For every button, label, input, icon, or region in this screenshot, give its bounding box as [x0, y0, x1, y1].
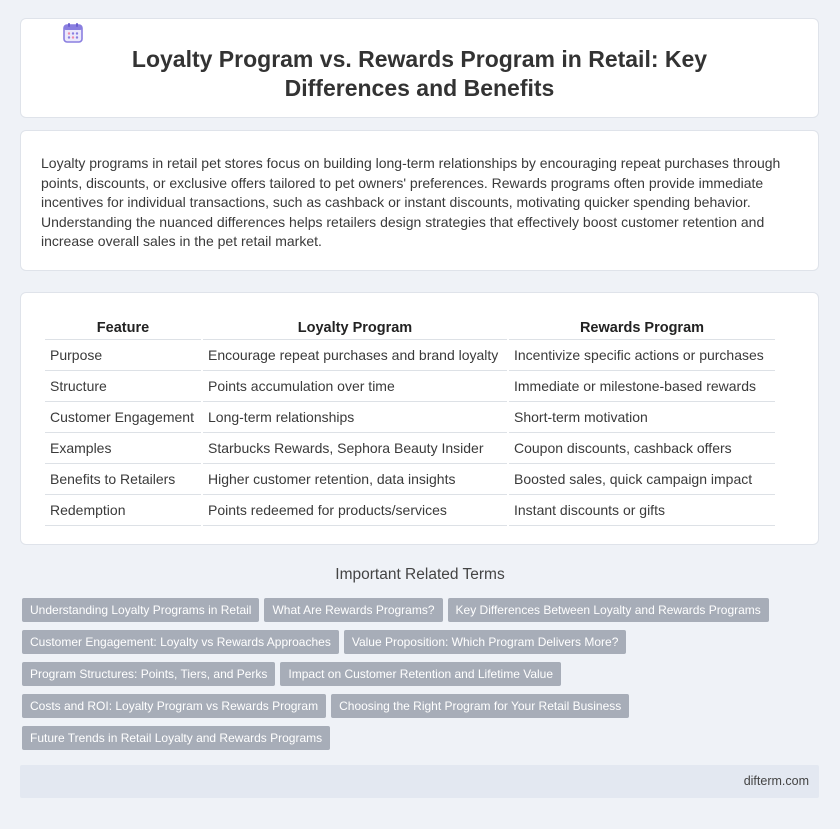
row-feature: Purpose	[45, 340, 201, 371]
row-rewards: Short-term motivation	[509, 402, 775, 433]
table-header-row	[45, 315, 775, 340]
row-loyalty: Long-term relationships	[203, 402, 507, 433]
related-term-tag[interactable]: What Are Rewards Programs?	[264, 598, 442, 622]
comparison-card	[20, 292, 819, 545]
related-term-tag[interactable]: Costs and ROI: Loyalty Program vs Rewards Program	[22, 694, 326, 718]
page-title: Loyalty Program vs. Rewards Program in Retail: Key Differences and Benefits	[131, 46, 708, 101]
row-feature: Customer Engagement	[45, 402, 201, 433]
footer-bar	[20, 765, 819, 798]
related-term-tag[interactable]: Choosing the Right Program for Your Retail Business	[331, 694, 629, 718]
related-term-tag[interactable]: Customer Engagement: Loyalty vs Rewards Approaches	[22, 630, 339, 654]
intro-paragraph: Loyalty programs in retail pet stores focus on building long-term relationships by encouraging repeat purchases through points, discounts, or exclusive offers tailored to pet owners' preferences. Rewards programs often provide immediate incentives for individual transactions, such as cashback or instant discounts, motivating quicker spending behavior. Understanding the nuanced differences helps retailers design strategies that effectively boost customer retention and increase overall sales in the pet retail market.	[41, 155, 781, 250]
row-feature: Redemption	[45, 495, 201, 526]
row-rewards: Incentivize specific actions or purchases	[509, 340, 775, 371]
intro-card	[20, 130, 819, 271]
row-rewards: Coupon discounts, cashback offers	[509, 433, 775, 464]
row-loyalty: Points accumulation over time	[203, 371, 507, 402]
row-feature: Benefits to Retailers	[45, 464, 201, 495]
row-loyalty: Points redeemed for products/services	[203, 495, 507, 526]
table-row	[45, 433, 775, 464]
table-row	[45, 340, 775, 371]
row-feature: Structure	[45, 371, 201, 402]
table-row	[45, 495, 775, 526]
row-loyalty: Encourage repeat purchases and brand loyalty	[203, 340, 507, 371]
row-rewards: Instant discounts or gifts	[509, 495, 775, 526]
header-rewards-program: Rewards Program	[509, 315, 775, 340]
related-term-tag[interactable]: Understanding Loyalty Programs in Retail	[22, 598, 259, 622]
table-row	[45, 402, 775, 433]
comparison-table	[43, 315, 777, 526]
row-feature: Examples	[45, 433, 201, 464]
table-row	[45, 371, 775, 402]
row-rewards: Immediate or milestone-based rewards	[509, 371, 775, 402]
related-term-tag[interactable]: Value Proposition: Which Program Delivers More?	[344, 630, 627, 654]
calendar-icon	[62, 22, 84, 44]
site-link[interactable]: difterm.com	[743, 774, 809, 788]
related-term-tag[interactable]: Future Trends in Retail Loyalty and Rewards Programs	[22, 726, 330, 750]
header-feature: Feature	[45, 315, 201, 340]
related-term-tag[interactable]: Program Structures: Points, Tiers, and Perks	[22, 662, 275, 686]
related-terms-heading: Important Related Terms	[335, 566, 505, 583]
row-loyalty: Higher customer retention, data insights	[203, 464, 507, 495]
header-card	[20, 18, 819, 118]
header-loyalty-program: Loyalty Program	[203, 315, 507, 340]
row-loyalty: Starbucks Rewards, Sephora Beauty Insider	[203, 433, 507, 464]
related-term-tag[interactable]: Impact on Customer Retention and Lifetime Value	[280, 662, 561, 686]
related-terms-list	[22, 598, 822, 758]
table-row	[45, 464, 775, 495]
related-term-tag[interactable]: Key Differences Between Loyalty and Rewards Programs	[448, 598, 769, 622]
row-rewards: Boosted sales, quick campaign impact	[509, 464, 775, 495]
